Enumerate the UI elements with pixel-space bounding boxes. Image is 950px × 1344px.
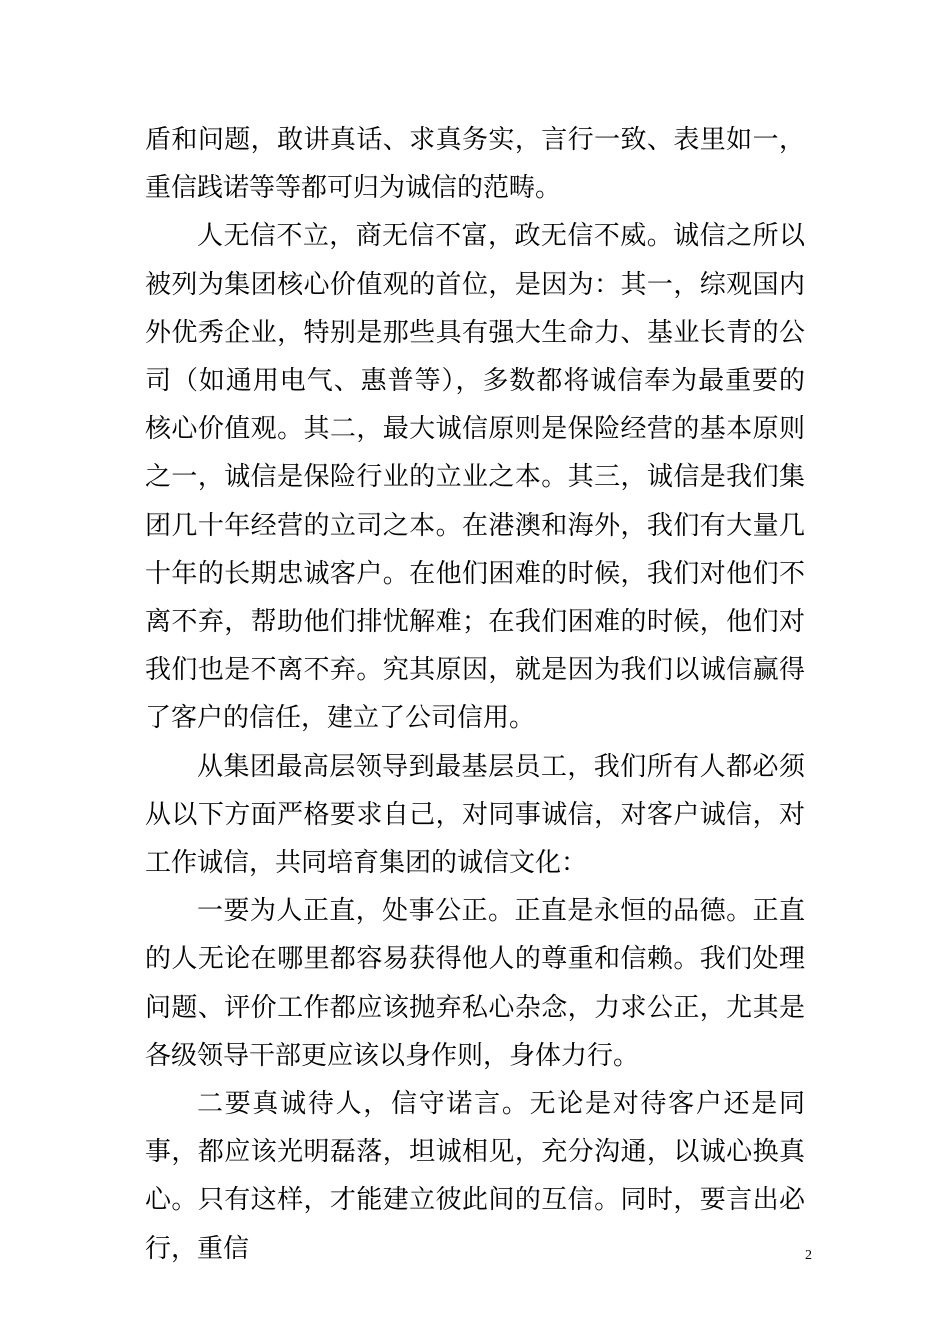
page-number: 2 — [805, 1248, 812, 1263]
body-text — [145, 116, 805, 1273]
paragraph-integrity-reasons: 人无信不立，商无信不富，政无信不威。诚信之所以被列为集团核心价值观的首位，是因为：其一，综观国内外优秀企业，特别是那些具有强大生命力、基业长青的公司（如通用电气、惠普等），多数都将诚信奉为最重要的核心价值观。其二，最大诚信原则是保险经营的基本原则之一，诚信是保险行业的立业之本。其三，诚信是我们集团几十年经营的立司之本。在港澳和海外，我们有大量几十年的长期忠诚客户。在他们困难的时候，我们对他们不离不弃，帮助他们排忧解难；在我们困难的时候，他们对我们也是不离不弃。究其原因，就是因为我们以诚信赢得了客户的信任，建立了公司信用。 — [145, 221, 805, 734]
paragraph-requirements-intro: 从集团最高层领导到最基层员工，我们所有人都必须从以下方面严格要求自己，对同事诚信，对客户诚信，对工作诚信，共同培育集团的诚信文化： — [145, 751, 805, 879]
paragraph-point-one: 一要为人正直，处事公正。正直是永恒的品德。正直的人无论在哪里都容易获得他人的尊重和信赖。我们处理问题、评价工作都应该抛弃私心杂念，力求公正，尤其是各级领导干部更应该以身作则，身体力行。 — [145, 896, 805, 1071]
paragraph-continued: 盾和问题，敢讲真话、求真务实，言行一致、表里如一，重信践诺等等都可归为诚信的范畴。 — [145, 125, 805, 204]
paragraph-point-two: 二要真诚待人，信守诺言。无论是对待客户还是同事，都应该光明磊落，坦诚相见，充分沟通，以诚心换真心。只有这样，才能建立彼此间的互信。同时，要言出必行，重信 — [145, 1089, 805, 1264]
